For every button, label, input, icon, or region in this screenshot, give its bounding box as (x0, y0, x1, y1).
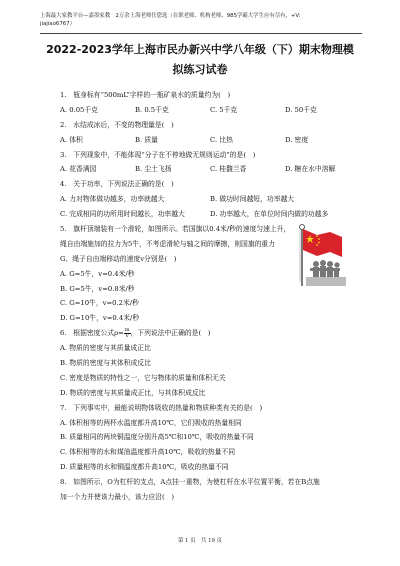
option-item: D. 糖在水中溶解 (285, 165, 336, 174)
option-item: C. 密度是物质的特性之一，它与物体的质量和体积无关 (60, 373, 226, 382)
question-continuation: 加一个力并使该力最小，该力应沿( ) (60, 493, 175, 502)
question-stem: 1. 瓶身标有“500mL”字样的一瓶矿泉水的质量约为( ) (60, 91, 231, 99)
option-item: A. G=5牛，v=0.4米/秒 (60, 269, 135, 278)
option-item: B. 物质的密度与其体积成反比 (60, 359, 151, 368)
option-item: C. 5千克 (210, 105, 238, 114)
paper-title (30, 40, 370, 80)
question-text: ，下列说法中正确的是( ) (130, 329, 211, 338)
question-stem: 2. 水结成冰后，不变的物理量是( ) (60, 120, 174, 129)
header-line-1: 上海最大家教平台—嘉墨家教 2万余上海老师任您选（在职老师、机构老师、985学霸大学生应有尽有，+V: (40, 13, 301, 19)
option-item: B. 质量 (135, 135, 158, 144)
option-item: A. 花香满园 (60, 165, 97, 174)
option-item: B. 做功时间越短，功率越大 (210, 195, 295, 204)
fraction-numerator: m (124, 326, 130, 333)
option-item: D. 质量相等的水和铜温度都升高10℃，吸收的热量不同 (60, 463, 229, 472)
header-divider (40, 33, 362, 34)
option-item: A. 物质的密度与其质量成正比 (60, 344, 151, 353)
question-continuation: 绳自由端施加的拉力为5牛，不考虑滑轮与轴之间的摩擦，则国旗的重力 (60, 239, 276, 248)
flagpole-pulley-illustration (290, 222, 358, 288)
question-stem (60, 326, 360, 341)
question-stem: 3. 下列现象中，不能体现“分子在不停地做无规则运动”的是( ) (60, 150, 256, 159)
option-item: D. 物质的密度与其质量成正比，与其体积成反比 (60, 388, 206, 397)
option-item: B. 尘土飞扬 (135, 165, 172, 174)
question-stem: 8. 如图所示，O为杠杆的支点，A点挂一重物，为使杠杆在水平位置平衡，若在B点施 (60, 478, 320, 487)
question-text: 6. 根据密度公式ρ= (60, 329, 124, 338)
option-item: A. 体积 (60, 135, 83, 144)
option-row (60, 103, 360, 118)
option-item: C. 完成相同的功所用时间越长，功率越大 (60, 210, 185, 219)
option-item: D. 功率越大，在单位时间内做的功越多 (210, 210, 329, 219)
option-item: C. 比热 (210, 135, 233, 144)
page-header (40, 12, 362, 28)
option-row (60, 133, 360, 148)
fraction-denominator: V (125, 332, 129, 339)
option-item: A. 力对物体做功越多，功率就越大 (60, 195, 165, 204)
density-fraction (124, 328, 131, 339)
question-stem: 4. 关于功率，下列说法正确的是( ) (60, 180, 174, 189)
option-item: D. 50千克 (285, 105, 317, 114)
page-footer: 第 1 页 共 19 页 (177, 538, 223, 544)
option-item: C. 体积相等的水和煤油温度都升高10℃，吸收的热量不同 (60, 448, 236, 457)
option-item: B. 0.5千克 (135, 105, 169, 114)
option-item: C. G=10牛，v=0.2米/秒 (60, 299, 139, 308)
question-stem: 5. 旗杆顶端装有一个滑轮，如图所示。若国旗以0.4米/秒的速度匀速上升， (60, 225, 291, 234)
question-list (60, 88, 360, 505)
option-row (60, 207, 360, 222)
option-item: A. 0.05千克 (60, 105, 98, 114)
option-row (60, 192, 360, 207)
title-line-2: 拟练习试卷 (172, 63, 228, 76)
option-item: C. 桂馥兰香 (210, 165, 247, 174)
option-item: D. G=10牛，v=0.4米/秒 (60, 314, 140, 323)
option-item: B. 质量相同的两块铜温度分别升高5℃和10℃，吸收的热量不同 (60, 433, 254, 442)
question-stem: 7. 下列事实中，最能说明物体吸收的热量和物质种类有关的是( ) (60, 403, 263, 412)
header-line-2: jiajiao6767） (40, 21, 76, 27)
question-continuation: G、绳子自由端移动的速度v分别是( ) (60, 254, 177, 263)
option-row (60, 162, 360, 177)
title-line-1: 2022-2023学年上海市民办新兴中学八年级（下）期末物理模 (46, 43, 354, 56)
option-item: B. G=5牛，v=0.8米/秒 (60, 284, 135, 293)
option-item: A. 体积相等的两杯水温度都升高10℃，它们吸收的热量相同 (60, 418, 242, 427)
option-item: D. 密度 (285, 135, 309, 144)
